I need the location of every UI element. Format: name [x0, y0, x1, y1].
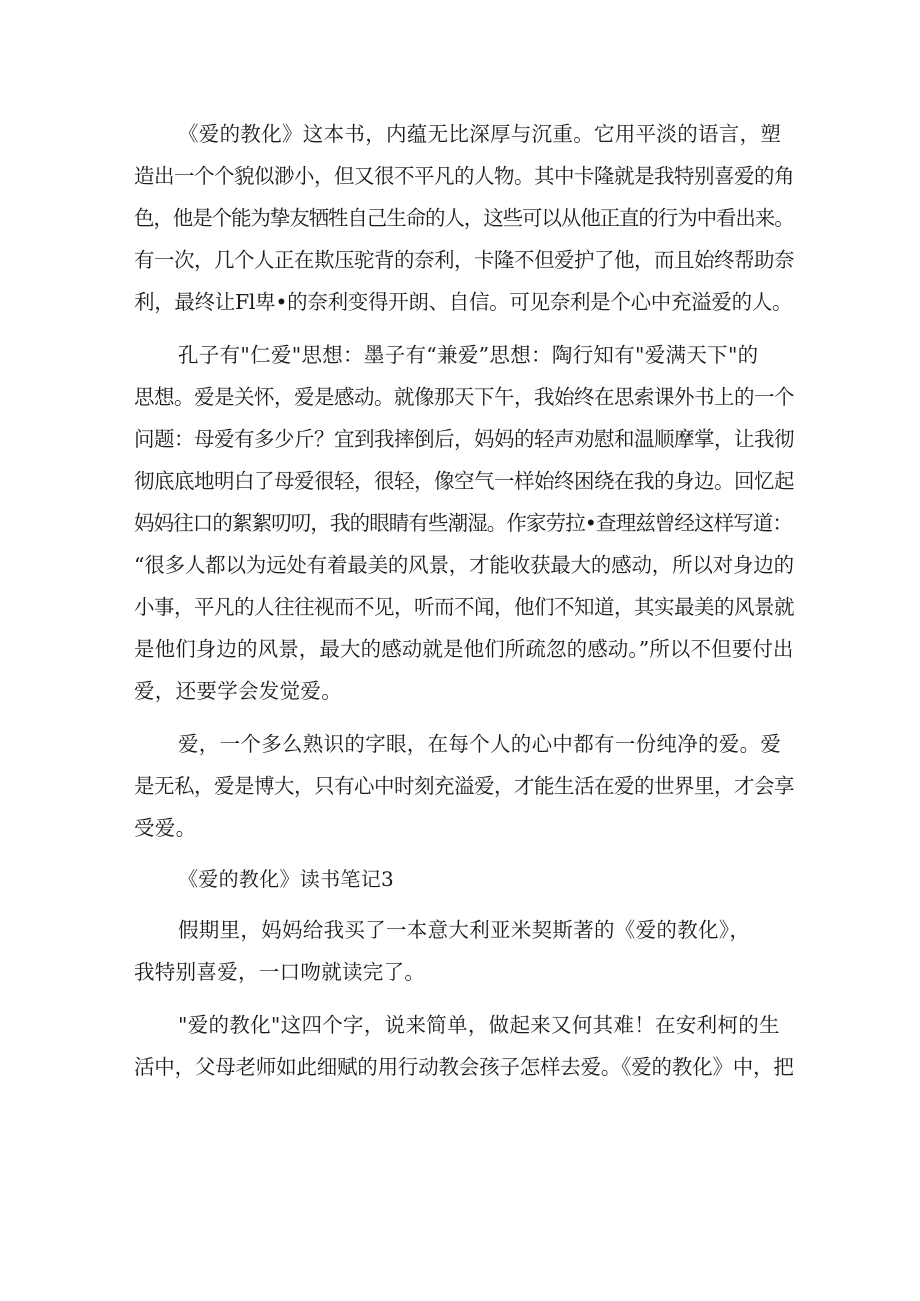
text-line: 爱，还要学会发觉爱。 [134, 679, 342, 703]
text-line: 彻底底地明白了母爱很轻，很轻，像空气一样始终困绕在我的身边。回忆起 [134, 469, 794, 493]
text-line: 色，他是个能为挚友牺牲自己生命的人，这些可以从他正直的行为中看出来。 [134, 206, 794, 230]
text-line: 妈妈往口的絮絮叨叨，我的眼睛有些潮湿。作家劳拉•查理兹曾经这样写道： [134, 511, 792, 535]
text-line: 问题：母爱有多少斤？宜到我摔倒后，妈妈的轻声劝慰和温顺摩掌，让我彻 [134, 427, 794, 451]
paragraph-karon [134, 113, 794, 323]
section-heading [134, 858, 794, 900]
text-line: 利，最终让Fl卑•的奈利变得开朗、自信。可见奈利是个心中充溢爱的人。 [134, 290, 793, 314]
text-line: 受爱。 [134, 816, 197, 840]
text-line: 造出一个个貌似渺小，但又很不平凡的人物。其中卡隆就是我特别喜爱的角 [134, 164, 794, 188]
text-line: 《爱的教化》这本书，内蕴无比深厚与沉重。它用平淡的语言，塑 [178, 122, 782, 146]
text-line: 思想。爱是关怀，爱是感动。就像那天下午，我始终在思索课外书上的一个 [134, 385, 794, 409]
text-line: 是他们身边的风景，最大的感动就是他们所疏忽的感动。”所以不但要付出 [134, 637, 794, 661]
text-line: 是无私，爱是博大，只有心中时刻充溢爱，才能生活在爱的世界里，才会享 [134, 774, 794, 798]
text-line: 孔子有"仁爱"思想：墨子有“兼爱”思想：陶行知有"爱满天下"的 [178, 343, 759, 367]
text-line: 我特别喜爱，一口吻就读完了。 [134, 960, 426, 984]
paragraph-mother-love [134, 334, 794, 712]
paragraph-education [134, 1004, 794, 1088]
text-line: 有一次，几个人正在欺压驼背的奈利，卡隆不但爱护了他，而且始终帮助奈 [134, 248, 794, 272]
text-line: "爱的教化"这四个字，说来简单，做起来又何其难！在安利柯的生 [178, 1013, 780, 1037]
paragraph-love [134, 723, 794, 849]
section-heading-text: 《爱的教化》读书笔记3 [178, 867, 395, 891]
document-body [134, 113, 794, 1088]
text-line: 爱，一个多么熟识的字眼，在每个人的心中都有一份纯净的爱。爱 [178, 732, 782, 756]
text-line: 假期里，妈妈给我买了一本意大利亚米契斯著的《爱的教化》， [178, 918, 751, 942]
paragraph-vacation [134, 909, 794, 993]
text-line: 小事，平凡的人往往视而不见，听而不闻，他们不知道，其实最美的风景就 [134, 595, 794, 619]
text-line: 活中，父母老师如此细赋的用行动教会孩子怎样去爱。《爱的教化》中，把 [134, 1055, 794, 1079]
text-line: “很多人都以为远处有着最美的风景，才能收获最大的感动，所以对身边的 [134, 553, 794, 577]
